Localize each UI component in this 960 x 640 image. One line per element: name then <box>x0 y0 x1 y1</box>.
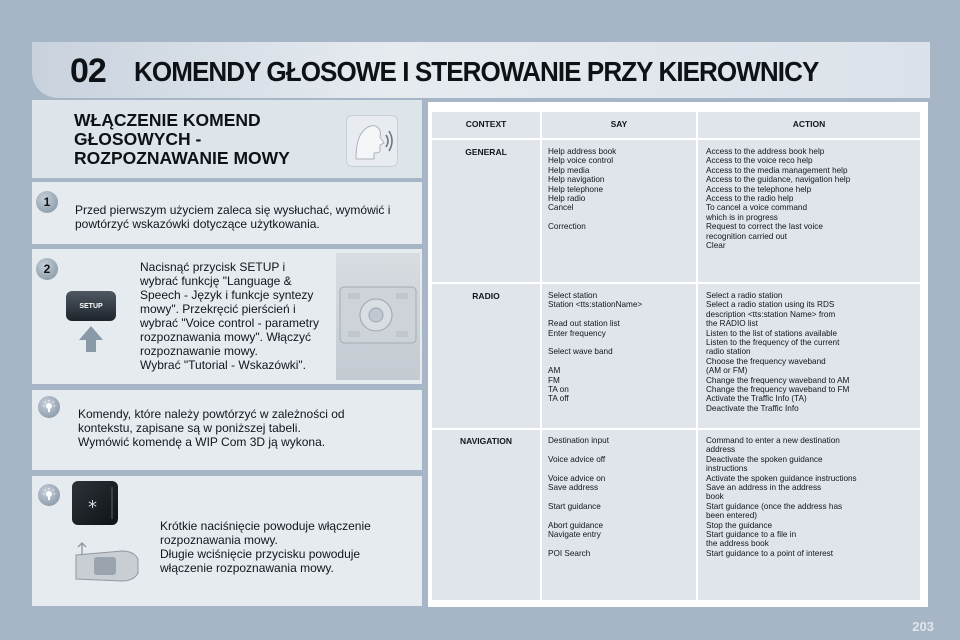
arrow-up-icon <box>76 324 106 354</box>
row-action: Command to enter a new destination address Deactivate the spoken guidance instructions Activate the spoken guidance instructions Save an address in the address book Start guidance (once the address has been entered) Stop the guidance Start guidance to a file in the address book Start guidance to a point of interest <box>706 436 857 558</box>
row-context: RADIO <box>472 291 500 301</box>
chapter-number: 02 <box>70 52 106 90</box>
page-number: 203 <box>912 619 934 634</box>
step-2-badge: 2 <box>36 258 58 280</box>
header-context: CONTEXT <box>465 119 507 129</box>
steering-stalk-image <box>72 535 146 599</box>
row-say: Destination input Voice advice off Voice advice on Save address Start guidance Abort guidance Navigate entry POI Search <box>548 436 609 558</box>
row-context: NAVIGATION <box>459 436 513 446</box>
step-2-text <box>140 260 330 372</box>
page-title: KOMENDY GŁOSOWE I STEROWANIE PRZY KIEROWNICY <box>134 56 819 87</box>
row-context: GENERAL <box>465 147 507 157</box>
step-2-line: rozpoznawania mowy". Włączyć <box>140 330 311 344</box>
tip-2-line: Krótkie naciśnięcie powoduje włączenie <box>160 519 371 533</box>
header-action: ACTION <box>792 119 826 129</box>
step-2-line: Nacisnąć przycisk SETUP i <box>140 260 286 274</box>
section-heading-line: GŁOSOWYCH - <box>74 129 202 149</box>
lightbulb-icon <box>38 396 60 418</box>
table-cell <box>432 284 540 428</box>
table-cell <box>432 430 540 600</box>
step-1-line: powtórzyć wskazówki dotyczące użytkowania. <box>75 217 320 231</box>
step-2-line: wybrać funkcję "Language & <box>140 274 292 288</box>
header-say: SAY <box>610 119 628 129</box>
commands-table <box>428 102 928 607</box>
step-2-line: Speech - Język i funkcje syntezy <box>140 288 314 302</box>
setup-button-image: SETUP <box>66 291 116 321</box>
step-1-text <box>75 203 415 231</box>
section-heading-line: ROZPOZNAWANIE MOWY <box>74 148 290 168</box>
speaking-head-icon <box>346 115 398 167</box>
tip-2-line: Długie wciśnięcie przycisku powoduje <box>160 547 361 561</box>
svg-text:*: * <box>88 497 97 518</box>
tip-1-line: kontekstu, zapisane są w poniższej tabeli. <box>78 421 301 435</box>
lightbulb-icon <box>38 484 60 506</box>
step-2-line: mowy". Przekręcić pierścień i <box>140 302 296 316</box>
radio-unit-image <box>336 253 420 380</box>
row-action: Access to the address book help Access to the voice reco help Access to the media management help Access to the guidance, navigation help Access to the telephone help Access to the radio help To cancel a voice command which is in progress Request to correct the last voice recognition carried out Clear <box>706 147 851 251</box>
row-action: Select a radio station Select a radio station using its RDS description <tts:station Name> from the RADIO list Listen to the list of stations available Listen to the frequency of the current radio station Choose the frequency waveband (AM or FM) Change the frequency waveband to AM Change the frequency waveband to FM Activate the Traffic Info (TA) Deactivate the Traffic Info <box>706 291 850 413</box>
section-heading-line: WŁĄCZENIE KOMEND <box>74 110 261 130</box>
step-2-line: Wybrać "Tutorial - Wskazówki". <box>140 358 306 372</box>
step-2-line: wybrać "Voice control - parametry <box>140 316 319 330</box>
row-say: Help address book Help voice control Help media Help navigation Help telephone Help radio Cancel Correction <box>548 147 617 232</box>
steering-keypad-image <box>72 481 118 525</box>
step-2-line: rozpoznawanie mowy. <box>140 344 258 358</box>
tip-2-line: rozpoznawania mowy. <box>160 533 278 547</box>
table-cell <box>432 140 540 282</box>
tip-2-text <box>160 519 400 575</box>
tip-1-line: Wymówić komendę a WIP Com 3D ją wykona. <box>78 435 326 449</box>
section-heading <box>74 111 334 168</box>
row-say: Select station Station <tts:stationName> Read out station list Enter frequency Select wave band AM FM TA on TA off <box>548 291 643 404</box>
tip-1-text <box>78 407 408 449</box>
step-1-badge: 1 <box>36 191 58 213</box>
tip-2-line: włączenie rozpoznawania mowy. <box>160 561 334 575</box>
step-1-line: Przed pierwszym użyciem zaleca się wysłuchać, wymówić i <box>75 203 391 217</box>
tip-1-line: Komendy, które należy powtórzyć w zależności od <box>78 407 345 421</box>
